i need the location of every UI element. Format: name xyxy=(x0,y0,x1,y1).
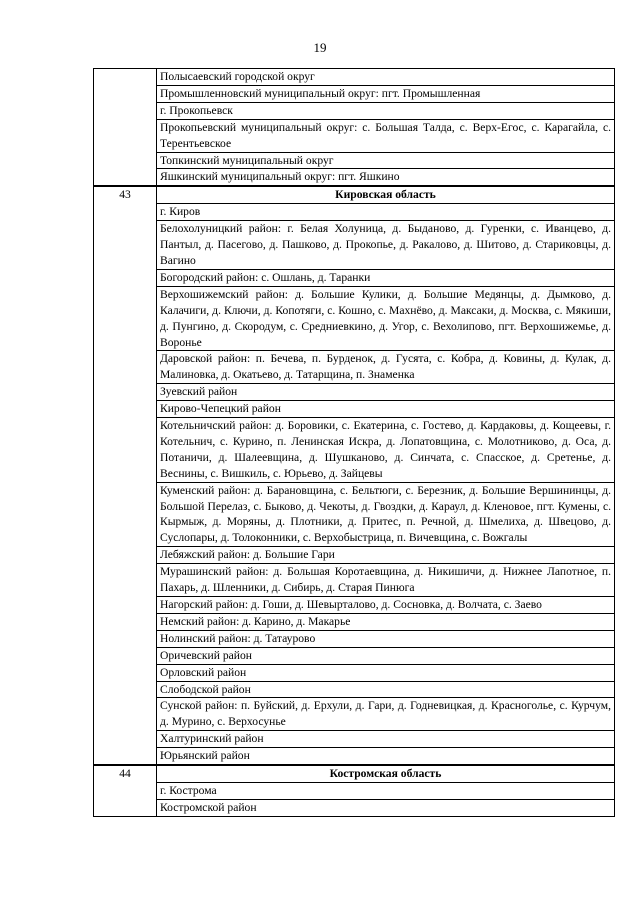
table-row xyxy=(94,204,615,221)
page-number: 19 xyxy=(313,40,327,55)
municipality-cell: Прокопьевский муниципальный округ: с. Большая Талда, с. Верх-Егос, с. Карагайла, с. Терентьевское xyxy=(157,119,615,152)
table-row xyxy=(94,102,615,119)
municipality-cell: Топкинский муниципальный округ xyxy=(157,152,615,169)
municipality-cell: Орловский район xyxy=(157,664,615,681)
table-row xyxy=(94,597,615,614)
region-header-row xyxy=(94,765,615,782)
municipality-cell: Слободской район xyxy=(157,681,615,698)
municipality-cell: Полысаевский городской округ xyxy=(157,69,615,86)
municipality-cell: Даровской район: п. Бечева, п. Бурденок, д. Гусята, с. Кобра, д. Ковины, д. Кулак, д. Малиновка, д. Окатьево, д. Татарщина, п. Знаменка xyxy=(157,351,615,384)
municipality-cell: Кирово-Чепецкий район xyxy=(157,401,615,418)
table-row xyxy=(94,564,615,597)
table-row xyxy=(94,269,615,286)
municipality-cell: Богородский район: с. Ошлань, д. Таранки xyxy=(157,269,615,286)
region-number: 44 xyxy=(94,765,157,816)
municipality-cell: г. Прокопьевск xyxy=(157,102,615,119)
table-row xyxy=(94,401,615,418)
municipality-cell: Мурашинский район: д. Большая Коротаевщина, д. Никишичи, д. Нижнее Лапотное, п. Пахарь, д. Шленники, д. Сибирь, д. Старая Пинюга xyxy=(157,564,615,597)
table-row xyxy=(94,169,615,186)
table-row xyxy=(94,647,615,664)
table-row xyxy=(94,221,615,270)
municipality-cell: Халтуринский район xyxy=(157,731,615,748)
table-row xyxy=(94,799,615,816)
municipality-cell: Юрьянский район xyxy=(157,748,615,765)
region-name: Костромская область xyxy=(157,765,615,782)
municipality-cell: Куменский район: д. Барановщина, с. Бельтюги, с. Березник, д. Большие Вершининцы, д. Большой Перелаз, с. Быково, д. Чекоты, д. Гвоздки, д. Караул, д. Кленовое, пгт. Кумены, с. Кырмыж, д. Моряны, д. Плотники, д. Притес, п. Речной, д. Шмелиха, д. Швецово, д. Суслопары, д. Толоконники, с. Верхобыстрица, п. Вичевщина, с. Вожгалы xyxy=(157,482,615,547)
table-row xyxy=(94,384,615,401)
table-row xyxy=(94,547,615,564)
region-number: 43 xyxy=(94,186,157,765)
table-row xyxy=(94,782,615,799)
table-row xyxy=(94,748,615,765)
table-row xyxy=(94,69,615,86)
table-row xyxy=(94,630,615,647)
table-row xyxy=(94,351,615,384)
table-body xyxy=(94,69,615,817)
municipality-cell: Верхошижемский район: д. Большие Кулики, д. Большие Медянцы, д. Дымково, д. Калачиги, д. Ключи, д. Копотяги, с. Кошно, с. Махнёво, д. Максаки, д. Москва, с. Мякиши, д. Пунгино, д. Скородум, с. Средниевкино, д. Угор, с. Вехолипово, пгт. Верхошижемье, д. Вороньe xyxy=(157,286,615,351)
municipality-cell: Яшкинский муниципальный округ: пгт. Яшкино xyxy=(157,169,615,186)
municipality-cell: Промышленновский муниципальный округ: пгт. Промышленная xyxy=(157,85,615,102)
municipality-cell: Белохолуницкий район: г. Белая Холуница, д. Быданово, д. Гуренки, с. Иванцево, д. Пантыл, д. Пасегово, д. Пашково, д. Прокопье, д. Ракалово, д. Шитово, д. Стариковцы, д. Вагино xyxy=(157,221,615,270)
table-row xyxy=(94,152,615,169)
table-row xyxy=(94,681,615,698)
municipality-cell: Зуевский район xyxy=(157,384,615,401)
municipality-cell: Лебяжский район: д. Большие Гари xyxy=(157,547,615,564)
row-number-cell xyxy=(94,69,157,187)
municipality-cell: Немский район: д. Карино, д. Макарье xyxy=(157,613,615,630)
region-name: Кировская область xyxy=(157,186,615,203)
table-row xyxy=(94,698,615,731)
municipality-cell: г. Киров xyxy=(157,204,615,221)
table-row xyxy=(94,731,615,748)
regions-table xyxy=(93,68,615,817)
municipality-cell: Котельничский район: д. Боровики, с. Екатерина, с. Гостево, д. Кардаковы, д. Кощеевы, г. Котельнич, с. Курино, п. Ленинская Искра, д. Лопатовщина, с. Молотниково, д. Оса, д. Потаничи, д. Шалеевщина, д. Шушканово, д. Синчата, с. Спасское, д. Сретенье, д. Веснины, с. Вишкиль, с. Юрьево, д. Зайцевы xyxy=(157,418,615,483)
table-row xyxy=(94,418,615,483)
municipality-cell: Сунской район: п. Буйский, д. Ерхули, д. Гари, д. Годневицкая, д. Красноголье, с. Курчум, д. Мурино, с. Верхосунье xyxy=(157,698,615,731)
table-row xyxy=(94,613,615,630)
municipality-cell: Нагорский район: д. Гоши, д. Шевырталово, д. Сосновка, д. Волчата, с. Заево xyxy=(157,597,615,614)
table-row xyxy=(94,482,615,547)
table-row xyxy=(94,85,615,102)
table-row xyxy=(94,286,615,351)
region-header-row xyxy=(94,186,615,203)
table-row xyxy=(94,664,615,681)
municipality-cell: г. Кострома xyxy=(157,782,615,799)
municipality-cell: Костромской район xyxy=(157,799,615,816)
municipality-cell: Нолинский район: д. Татаурово xyxy=(157,630,615,647)
municipality-cell: Оричевский район xyxy=(157,647,615,664)
table-row xyxy=(94,119,615,152)
